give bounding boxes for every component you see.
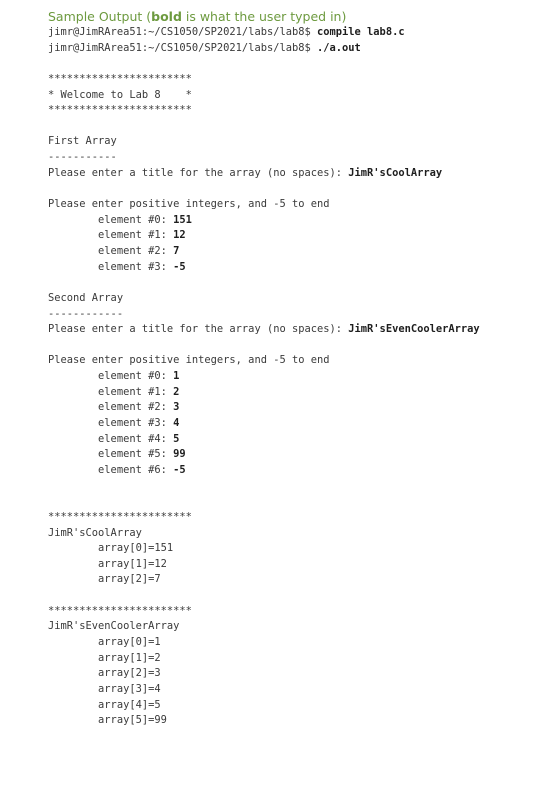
program-output-text: array[3]=4 (48, 682, 161, 695)
terminal-line (48, 385, 545, 401)
terminal-line (48, 134, 545, 150)
user-input-text: JimR'sEvenCoolerArray (348, 323, 480, 336)
heading-suffix: is what the user typed in) (181, 9, 347, 24)
terminal-line (48, 432, 545, 448)
program-output-text: element #1: (48, 385, 174, 398)
program-output-text: array[2]=3 (48, 667, 161, 680)
program-output-text: array[1]=2 (48, 651, 161, 664)
terminal-line (48, 244, 545, 260)
terminal-line (48, 604, 545, 620)
terminal-line (48, 447, 545, 463)
program-output-text: ------------ (48, 307, 124, 320)
terminal-line (48, 275, 545, 291)
user-input-text: 2 (173, 385, 180, 398)
terminal-line (48, 103, 545, 119)
program-output-text: *********************** (48, 72, 192, 85)
terminal-line (48, 56, 545, 72)
terminal-line (48, 322, 545, 338)
program-output-text: element #5: (48, 448, 174, 461)
user-input-text: 5 (173, 432, 180, 445)
terminal-line (48, 260, 545, 276)
program-output-text: array[0]=151 (48, 542, 174, 555)
terminal-line (48, 88, 545, 104)
terminal-line (48, 541, 545, 557)
program-output-text: Please enter positive integers, and -5 to end (48, 354, 330, 367)
terminal-line (48, 119, 545, 135)
program-output-text: element #2: (48, 244, 174, 257)
user-input-text: 7 (173, 244, 180, 257)
program-output-text: Please enter a title for the array (no spaces): (48, 323, 349, 336)
terminal-line (48, 416, 545, 432)
terminal-line (48, 635, 545, 651)
program-output-text: array[4]=5 (48, 698, 161, 711)
terminal-line (48, 228, 545, 244)
terminal-line (48, 41, 545, 57)
terminal-line (48, 338, 545, 354)
terminal-line (48, 494, 545, 510)
terminal-line (48, 307, 545, 323)
program-output-text: element #2: (48, 401, 174, 414)
heading-bold-word: bold (151, 9, 182, 24)
terminal-line (48, 166, 545, 182)
terminal-line (48, 572, 545, 588)
terminal-line (48, 213, 545, 229)
program-output-text: JimR'sCoolArray (48, 526, 142, 539)
terminal-line (48, 291, 545, 307)
program-output-text: *********************** (48, 510, 192, 523)
program-output-text: jimr@JimRArea51:~/CS1050/SP2021/labs/lab8$ (48, 41, 317, 54)
program-output-text: Please enter positive integers, and -5 to end (48, 198, 330, 211)
program-output-text: array[1]=12 (48, 557, 167, 570)
terminal-line (48, 353, 545, 369)
terminal-line (48, 698, 545, 714)
program-output-text: *********************** (48, 604, 192, 617)
terminal-output (48, 25, 545, 729)
program-output-text: Second Array (48, 291, 124, 304)
program-output-text: jimr@JimRArea51:~/CS1050/SP2021/labs/lab8$ (48, 26, 317, 38)
terminal-line (48, 682, 545, 698)
user-input-text: 12 (173, 229, 186, 242)
user-input-text: -5 (173, 260, 186, 273)
terminal-line (48, 526, 545, 542)
terminal-line (48, 72, 545, 88)
terminal-line (48, 588, 545, 604)
program-output-text: array[2]=7 (48, 573, 161, 586)
terminal-line (48, 25, 545, 41)
program-output-text: array[0]=1 (48, 635, 161, 648)
user-input-text: 1 (173, 370, 180, 383)
program-output-text: element #3: (48, 260, 174, 273)
sample-output-heading (48, 8, 545, 25)
heading-prefix: Sample Output ( (48, 9, 152, 24)
terminal-line (48, 369, 545, 385)
terminal-line (48, 557, 545, 573)
terminal-line (48, 463, 545, 479)
terminal-line (48, 619, 545, 635)
sample-output-document (48, 8, 545, 729)
terminal-line (48, 150, 545, 166)
terminal-line (48, 181, 545, 197)
terminal-line (48, 666, 545, 682)
program-output-text: First Array (48, 135, 117, 148)
program-output-text: * Welcome to Lab 8 * (48, 88, 192, 101)
program-output-text: element #0: (48, 370, 174, 383)
user-input-text: 151 (173, 213, 192, 226)
terminal-line (48, 510, 545, 526)
user-input-text: JimR'sCoolArray (348, 166, 443, 179)
user-input-text: ./a.out (317, 41, 361, 54)
program-output-text: Please enter a title for the array (no spaces): (48, 166, 349, 179)
terminal-line (48, 197, 545, 213)
program-output-text: element #6: (48, 463, 174, 476)
user-input-text: -5 (173, 463, 186, 476)
program-output-text: *********************** (48, 104, 192, 117)
user-input-text: 3 (173, 401, 180, 414)
program-output-text: element #4: (48, 432, 174, 445)
program-output-text: element #0: (48, 213, 174, 226)
program-output-text: element #1: (48, 229, 174, 242)
terminal-line (48, 400, 545, 416)
program-output-text: element #3: (48, 417, 174, 430)
program-output-text: array[5]=99 (48, 714, 167, 727)
program-output-text: ----------- (48, 151, 117, 164)
user-input-text: 4 (173, 417, 180, 430)
program-output-text: JimR'sEvenCoolerArray (48, 620, 180, 633)
terminal-line (48, 651, 545, 667)
user-input-text: compile lab8.c (317, 26, 405, 38)
terminal-line (48, 479, 545, 495)
terminal-line (48, 713, 545, 729)
user-input-text: 99 (173, 448, 186, 461)
